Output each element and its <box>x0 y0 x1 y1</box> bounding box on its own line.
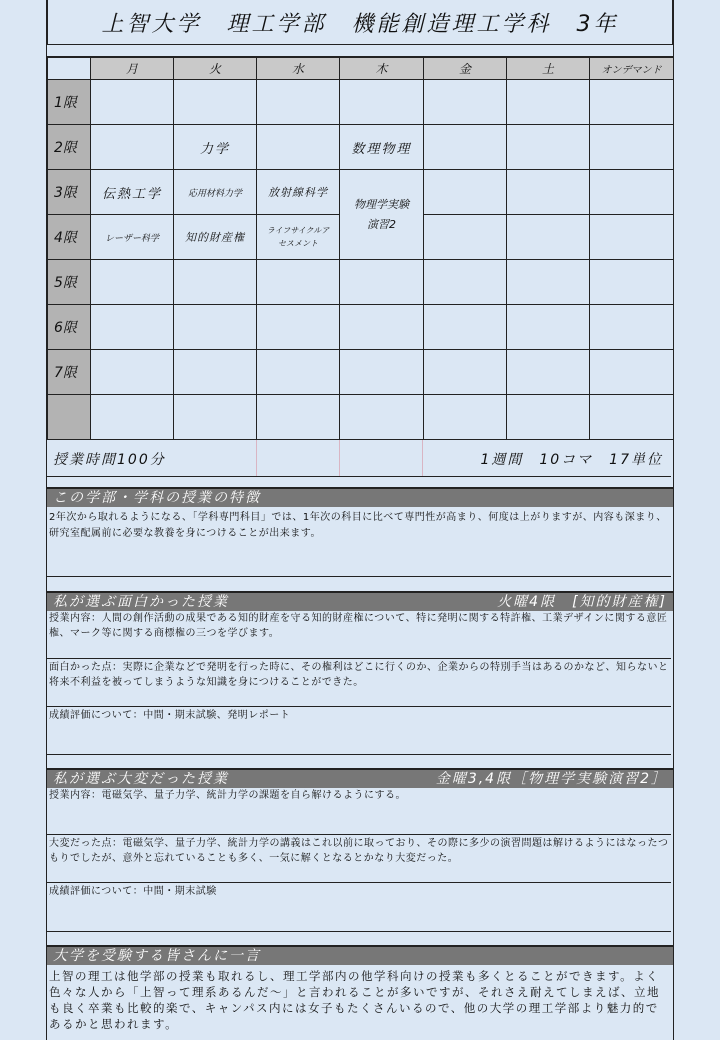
course-ip-law: 知的財産権 <box>174 215 257 260</box>
cell-p7-fri <box>424 350 507 395</box>
course-lca <box>257 215 340 260</box>
section-header-text: この学部・学科の授業の特徴 <box>53 490 261 506</box>
day-sat: 土 <box>507 58 590 80</box>
page-title: 上智大学 理工学部 機能創造理工学科 3年 <box>47 0 673 45</box>
cell-p6-sat <box>507 305 590 350</box>
cell-p1-wed <box>257 80 340 125</box>
course-mechanics: 力学 <box>174 125 257 170</box>
cell-p6-wed <box>257 305 340 350</box>
timetable-corner <box>48 58 91 80</box>
period-row-5 <box>48 260 674 305</box>
cell-p6-fri <box>424 305 507 350</box>
period-row-3 <box>48 170 674 215</box>
cell-p3-ond <box>590 170 674 215</box>
cell-p6-ond <box>590 305 674 350</box>
gap-row <box>47 578 673 592</box>
course-radiation-science: 放射線科学 <box>257 170 340 215</box>
period-row-7 <box>48 350 674 395</box>
cell-p2-ond <box>590 125 674 170</box>
section-header-message <box>47 946 673 965</box>
cell-p3-sat <box>507 170 590 215</box>
cell-p7-sat <box>507 350 590 395</box>
cell-p7-mon <box>91 350 174 395</box>
features-text: 2年次から取れるようになる、「学科専門科目」では、1年次の科目に比べて専門性が高まり、何度は上がりますが、内容も深まり、研究室配属前に必要な教養を身につけることが出来ます。 <box>47 507 671 577</box>
hard-course-name: 金曜3,4限［物理学実験演習2］ <box>435 771 667 787</box>
cell-p7-ond <box>590 350 674 395</box>
course-lca-line1: ライフサイクルア <box>266 226 330 235</box>
period-label-2: 2限 <box>48 125 91 170</box>
cell-p5-sat <box>507 260 590 305</box>
period-label-5: 5限 <box>48 260 91 305</box>
cell-p1-thu <box>340 80 424 125</box>
interesting-points: 面白かった点：実際に企業などで発明を行った時に、その権利はどこに行くのか、企業からの特別手当はあるのかなど、知らないと将来不利益を被ってしまうような知識を身につけることができた。 <box>47 660 671 707</box>
spacer-row <box>47 44 673 57</box>
cell-p6-mon <box>91 305 174 350</box>
cell-p7-wed <box>257 350 340 395</box>
cell-p5-mon <box>91 260 174 305</box>
cell-p4-fri <box>424 215 507 260</box>
period-row-1 <box>48 80 674 125</box>
course-laser-science: レーザー科学 <box>91 215 174 260</box>
cell-p6-thu <box>340 305 424 350</box>
cell-p8-thu <box>340 395 424 440</box>
section-header-text: 大学を受験する皆さんに一言 <box>53 948 261 964</box>
cell-p8-ond <box>590 395 674 440</box>
section-header-hard <box>47 769 673 788</box>
course-physics-lab-line1: 物理学実験 <box>354 197 409 211</box>
course-sheet <box>46 0 674 1040</box>
course-heat-transfer: 伝熱工学 <box>91 170 174 215</box>
cell-p2-fri <box>424 125 507 170</box>
gap-row <box>47 933 673 946</box>
class-hours: 授業時間100分 <box>53 452 166 468</box>
section-header-features <box>47 488 673 507</box>
period-row-2 <box>48 125 674 170</box>
day-wed: 水 <box>257 58 340 80</box>
gap-row <box>47 756 673 769</box>
section-header-text: 私が選ぶ面白かった授業 <box>53 594 229 610</box>
period-label-3: 3限 <box>48 170 91 215</box>
day-thu: 木 <box>340 58 424 80</box>
message-text: 上智の理工は他学部の授業も取れるし、理工学部内の他学科向けの授業も多くとることができます。よく色々な人から「上智って理系あるんだ〜」と言われることが多いですが、それさえ耐えてしまえば、立地も良く卒業も比較的楽で、キャンパス内には女子もたくさんいるので、他の大学の理工学部より魅力的であるかと思われます。 <box>49 969 660 1031</box>
cell-p7-thu <box>340 350 424 395</box>
cell-p5-wed <box>257 260 340 305</box>
period-label-6: 6限 <box>48 305 91 350</box>
weekly-load: 1週間 10コマ 17単位 <box>480 452 663 468</box>
hard-grading: 成績評価について：中間・期末試験 <box>47 884 671 932</box>
cell-p4-sat <box>507 215 590 260</box>
cell-p6-tue <box>174 305 257 350</box>
cell-p7-tue <box>174 350 257 395</box>
period-row-6 <box>48 305 674 350</box>
day-ondemand: オンデマンド <box>590 58 674 80</box>
cell-p4-ond <box>590 215 674 260</box>
course-lca-line2: セスメント <box>278 239 318 248</box>
cell-p1-fri <box>424 80 507 125</box>
period-label-8 <box>48 395 91 440</box>
day-fri: 金 <box>424 58 507 80</box>
day-mon: 月 <box>91 58 174 80</box>
cell-p5-tue <box>174 260 257 305</box>
cell-p2-sat <box>507 125 590 170</box>
period-row-8 <box>48 395 674 440</box>
cell-p2-mon <box>91 125 174 170</box>
cell-p8-wed <box>257 395 340 440</box>
cell-p2-wed <box>257 125 340 170</box>
summary-row <box>47 440 671 477</box>
hard-content: 授業内容：電磁気学、量子力学、統計力学の課題を自ら解けるようにする。 <box>47 788 671 835</box>
interesting-grading: 成績評価について：中間・期末試験、発明レポート <box>47 708 671 755</box>
cell-p5-ond <box>590 260 674 305</box>
cell-p1-mon <box>91 80 174 125</box>
cell-p8-mon <box>91 395 174 440</box>
period-label-1: 1限 <box>48 80 91 125</box>
course-applied-materials: 応用材料力学 <box>174 170 257 215</box>
cell-p5-thu <box>340 260 424 305</box>
gap-row <box>47 477 673 488</box>
course-physics-lab-line2: 演習2 <box>367 217 396 231</box>
interesting-content: 授業内容：人間の創作活動の成果である知的財産を守る知的財産権について、特に発明に関する特許権、工業デザインに関する意匠権、マーク等に関する商標権の三つを学びます。 <box>47 611 671 659</box>
course-physics-lab <box>340 170 424 260</box>
timetable-header-row <box>48 58 674 80</box>
cell-p1-tue <box>174 80 257 125</box>
timetable <box>47 57 674 440</box>
cell-p1-sat <box>507 80 590 125</box>
section-header-text: 私が選ぶ大変だった授業 <box>53 771 229 787</box>
period-label-4: 4限 <box>48 215 91 260</box>
cell-p1-ond <box>590 80 674 125</box>
cell-p3-fri <box>424 170 507 215</box>
hard-points: 大変だった点：電磁気学、量子力学、統計力学の講義はこれ以前に取っており、その際に多少の演習問題は解けるようにはなったつもりでしたが、意外と忘れていることも多く、一気に解くとなるとかなり大変だった。 <box>47 836 671 883</box>
period-label-7: 7限 <box>48 350 91 395</box>
faint-divider <box>256 440 257 476</box>
course-math-physics: 数理物理 <box>340 125 424 170</box>
cell-p8-sat <box>507 395 590 440</box>
interesting-course-name: 火曜4限 [知的財産権] <box>497 594 667 610</box>
section-header-interesting <box>47 592 673 611</box>
day-tue: 火 <box>174 58 257 80</box>
cell-p8-fri <box>424 395 507 440</box>
faint-divider <box>339 440 340 476</box>
cell-p8-tue <box>174 395 257 440</box>
faint-divider <box>422 440 423 476</box>
cell-p5-fri <box>424 260 507 305</box>
